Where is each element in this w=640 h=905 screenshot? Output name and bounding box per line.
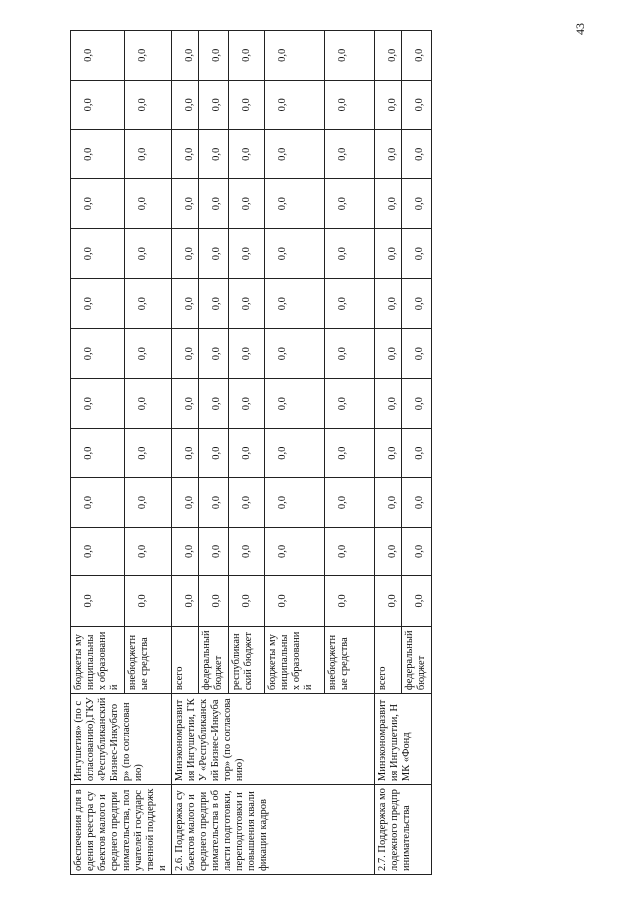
value-cell: 0,0 bbox=[172, 379, 199, 428]
value-cell: 0,0 bbox=[199, 179, 229, 228]
value-cell: 0,0 bbox=[375, 527, 402, 575]
value-cell: 0,0 bbox=[325, 527, 375, 575]
value-cell: 0,0 bbox=[375, 80, 402, 129]
executor-cell: Минэкономразвития Ингушетии, НМК «Фонд bbox=[375, 694, 432, 785]
value-cell: 0,0 bbox=[229, 527, 265, 575]
value-cell: 0,0 bbox=[325, 576, 375, 627]
value-cell: 0,0 bbox=[229, 31, 265, 81]
funding-source-cell: бюджеты муниципальных образований bbox=[71, 626, 125, 693]
value-cell: 0,0 bbox=[71, 527, 125, 575]
value-cell: 0,0 bbox=[375, 576, 402, 627]
value-cell: 0,0 bbox=[402, 179, 432, 228]
value-cell: 0,0 bbox=[265, 527, 325, 575]
executor-cell: Ингушетия» (по согласованию),ГКУ «Республиканский Бизнес-Инкубатор» (по согласованию) bbox=[71, 694, 172, 785]
value-cell: 0,0 bbox=[375, 130, 402, 179]
value-cell: 0,0 bbox=[402, 80, 432, 129]
value-cell: 0,0 bbox=[325, 379, 375, 428]
funding-source-cell: республиканский бюджет bbox=[229, 626, 265, 693]
value-cell: 0,0 bbox=[172, 576, 199, 627]
value-cell: 0,0 bbox=[265, 328, 325, 379]
value-cell: 0,0 bbox=[125, 179, 172, 228]
value-cell: 0,0 bbox=[229, 328, 265, 379]
value-cell: 0,0 bbox=[199, 31, 229, 81]
value-cell: 0,0 bbox=[402, 428, 432, 477]
value-cell: 0,0 bbox=[265, 576, 325, 627]
value-cell: 0,0 bbox=[71, 478, 125, 527]
value-cell: 0,0 bbox=[402, 279, 432, 328]
value-cell: 0,0 bbox=[265, 130, 325, 179]
value-cell: 0,0 bbox=[71, 576, 125, 627]
value-cell: 0,0 bbox=[375, 228, 402, 279]
value-cell: 0,0 bbox=[199, 130, 229, 179]
value-cell: 0,0 bbox=[172, 130, 199, 179]
value-cell: 0,0 bbox=[325, 130, 375, 179]
value-cell: 0,0 bbox=[402, 31, 432, 81]
value-cell: 0,0 bbox=[71, 328, 125, 379]
value-cell: 0,0 bbox=[199, 80, 229, 129]
section-name-cell: обеспечения для ведения реестра субъектов малого и среднего предпринимательства, получателей государственной поддержки bbox=[71, 785, 172, 875]
value-cell: 0,0 bbox=[199, 379, 229, 428]
value-cell: 0,0 bbox=[402, 130, 432, 179]
value-cell: 0,0 bbox=[172, 527, 199, 575]
value-cell: 0,0 bbox=[199, 527, 229, 575]
value-cell: 0,0 bbox=[325, 228, 375, 279]
value-cell: 0,0 bbox=[71, 80, 125, 129]
value-cell: 0,0 bbox=[172, 279, 199, 328]
funding-source-cell: бюджеты муниципальных образований bbox=[265, 626, 325, 693]
value-cell: 0,0 bbox=[229, 228, 265, 279]
value-cell: 0,0 bbox=[125, 130, 172, 179]
value-cell: 0,0 bbox=[199, 576, 229, 627]
value-cell: 0,0 bbox=[229, 279, 265, 328]
page-sheet bbox=[70, 30, 600, 875]
value-cell: 0,0 bbox=[325, 328, 375, 379]
value-cell: 0,0 bbox=[125, 80, 172, 129]
value-cell: 0,0 bbox=[325, 31, 375, 81]
value-cell: 0,0 bbox=[199, 228, 229, 279]
value-cell: 0,0 bbox=[325, 428, 375, 477]
value-cell: 0,0 bbox=[125, 379, 172, 428]
value-cell: 0,0 bbox=[325, 279, 375, 328]
section-name-cell: 2.7. Поддержка молодежного предпринимательства bbox=[375, 785, 432, 875]
value-cell: 0,0 bbox=[125, 228, 172, 279]
value-cell: 0,0 bbox=[172, 228, 199, 279]
table-row bbox=[172, 31, 199, 875]
funding-source-cell: внебюджетные средства bbox=[325, 626, 375, 693]
value-cell: 0,0 bbox=[125, 478, 172, 527]
value-cell: 0,0 bbox=[229, 478, 265, 527]
section-name-cell: 2.6. Поддержка субъектов малого и среднего предпринимательства в области подготовки, переподготовки и повышения квалификации кадров bbox=[172, 785, 375, 875]
value-cell: 0,0 bbox=[265, 379, 325, 428]
value-cell: 0,0 bbox=[125, 428, 172, 477]
value-cell: 0,0 bbox=[199, 428, 229, 477]
value-cell: 0,0 bbox=[125, 31, 172, 81]
funding-source-cell: внебюджетные средства bbox=[125, 626, 172, 693]
value-cell: 0,0 bbox=[265, 179, 325, 228]
table-row bbox=[375, 31, 402, 875]
value-cell: 0,0 bbox=[265, 279, 325, 328]
value-cell: 0,0 bbox=[402, 328, 432, 379]
value-cell: 0,0 bbox=[172, 80, 199, 129]
value-cell: 0,0 bbox=[375, 279, 402, 328]
value-cell: 0,0 bbox=[229, 80, 265, 129]
value-cell: 0,0 bbox=[172, 31, 199, 81]
value-cell: 0,0 bbox=[71, 428, 125, 477]
value-cell: 0,0 bbox=[229, 179, 265, 228]
value-cell: 0,0 bbox=[325, 80, 375, 129]
funding-source-cell: всего bbox=[375, 626, 402, 693]
value-cell: 0,0 bbox=[71, 228, 125, 279]
funding-source-cell: всего bbox=[172, 626, 199, 693]
value-cell: 0,0 bbox=[71, 130, 125, 179]
value-cell: 0,0 bbox=[229, 130, 265, 179]
value-cell: 0,0 bbox=[71, 31, 125, 81]
value-cell: 0,0 bbox=[199, 279, 229, 328]
executor-cell: Минэкономразвития Ингушетии, ГКУ «Республиканский Бизнес-Инкубатор» (по согласованию) bbox=[172, 694, 375, 785]
funding-source-cell: федеральный бюджет bbox=[402, 626, 432, 693]
value-cell: 0,0 bbox=[229, 379, 265, 428]
value-cell: 0,0 bbox=[402, 478, 432, 527]
value-cell: 0,0 bbox=[229, 576, 265, 627]
value-cell: 0,0 bbox=[325, 179, 375, 228]
value-cell: 0,0 bbox=[229, 428, 265, 477]
value-cell: 0,0 bbox=[71, 379, 125, 428]
value-cell: 0,0 bbox=[71, 179, 125, 228]
value-cell: 0,0 bbox=[199, 328, 229, 379]
value-cell: 0,0 bbox=[172, 428, 199, 477]
value-cell: 0,0 bbox=[265, 228, 325, 279]
value-cell: 0,0 bbox=[375, 179, 402, 228]
value-cell: 0,0 bbox=[375, 328, 402, 379]
value-cell: 0,0 bbox=[325, 478, 375, 527]
value-cell: 0,0 bbox=[375, 428, 402, 477]
value-cell: 0,0 bbox=[265, 80, 325, 129]
value-cell: 0,0 bbox=[375, 478, 402, 527]
value-cell: 0,0 bbox=[375, 31, 402, 81]
table-row bbox=[71, 31, 125, 875]
value-cell: 0,0 bbox=[172, 328, 199, 379]
value-cell: 0,0 bbox=[71, 279, 125, 328]
value-cell: 0,0 bbox=[125, 527, 172, 575]
value-cell: 0,0 bbox=[402, 527, 432, 575]
value-cell: 0,0 bbox=[265, 478, 325, 527]
value-cell: 0,0 bbox=[402, 576, 432, 627]
value-cell: 0,0 bbox=[265, 428, 325, 477]
value-cell: 0,0 bbox=[172, 478, 199, 527]
value-cell: 0,0 bbox=[402, 228, 432, 279]
value-cell: 0,0 bbox=[125, 328, 172, 379]
value-cell: 0,0 bbox=[125, 279, 172, 328]
value-cell: 0,0 bbox=[125, 576, 172, 627]
value-cell: 0,0 bbox=[402, 379, 432, 428]
value-cell: 0,0 bbox=[199, 478, 229, 527]
budget-table bbox=[70, 30, 432, 875]
rotated-table-wrapper bbox=[70, 30, 600, 875]
funding-source-cell: федеральный бюджет bbox=[199, 626, 229, 693]
value-cell: 0,0 bbox=[265, 31, 325, 81]
value-cell: 0,0 bbox=[375, 379, 402, 428]
value-cell: 0,0 bbox=[172, 179, 199, 228]
page-number: 43 bbox=[573, 23, 587, 35]
